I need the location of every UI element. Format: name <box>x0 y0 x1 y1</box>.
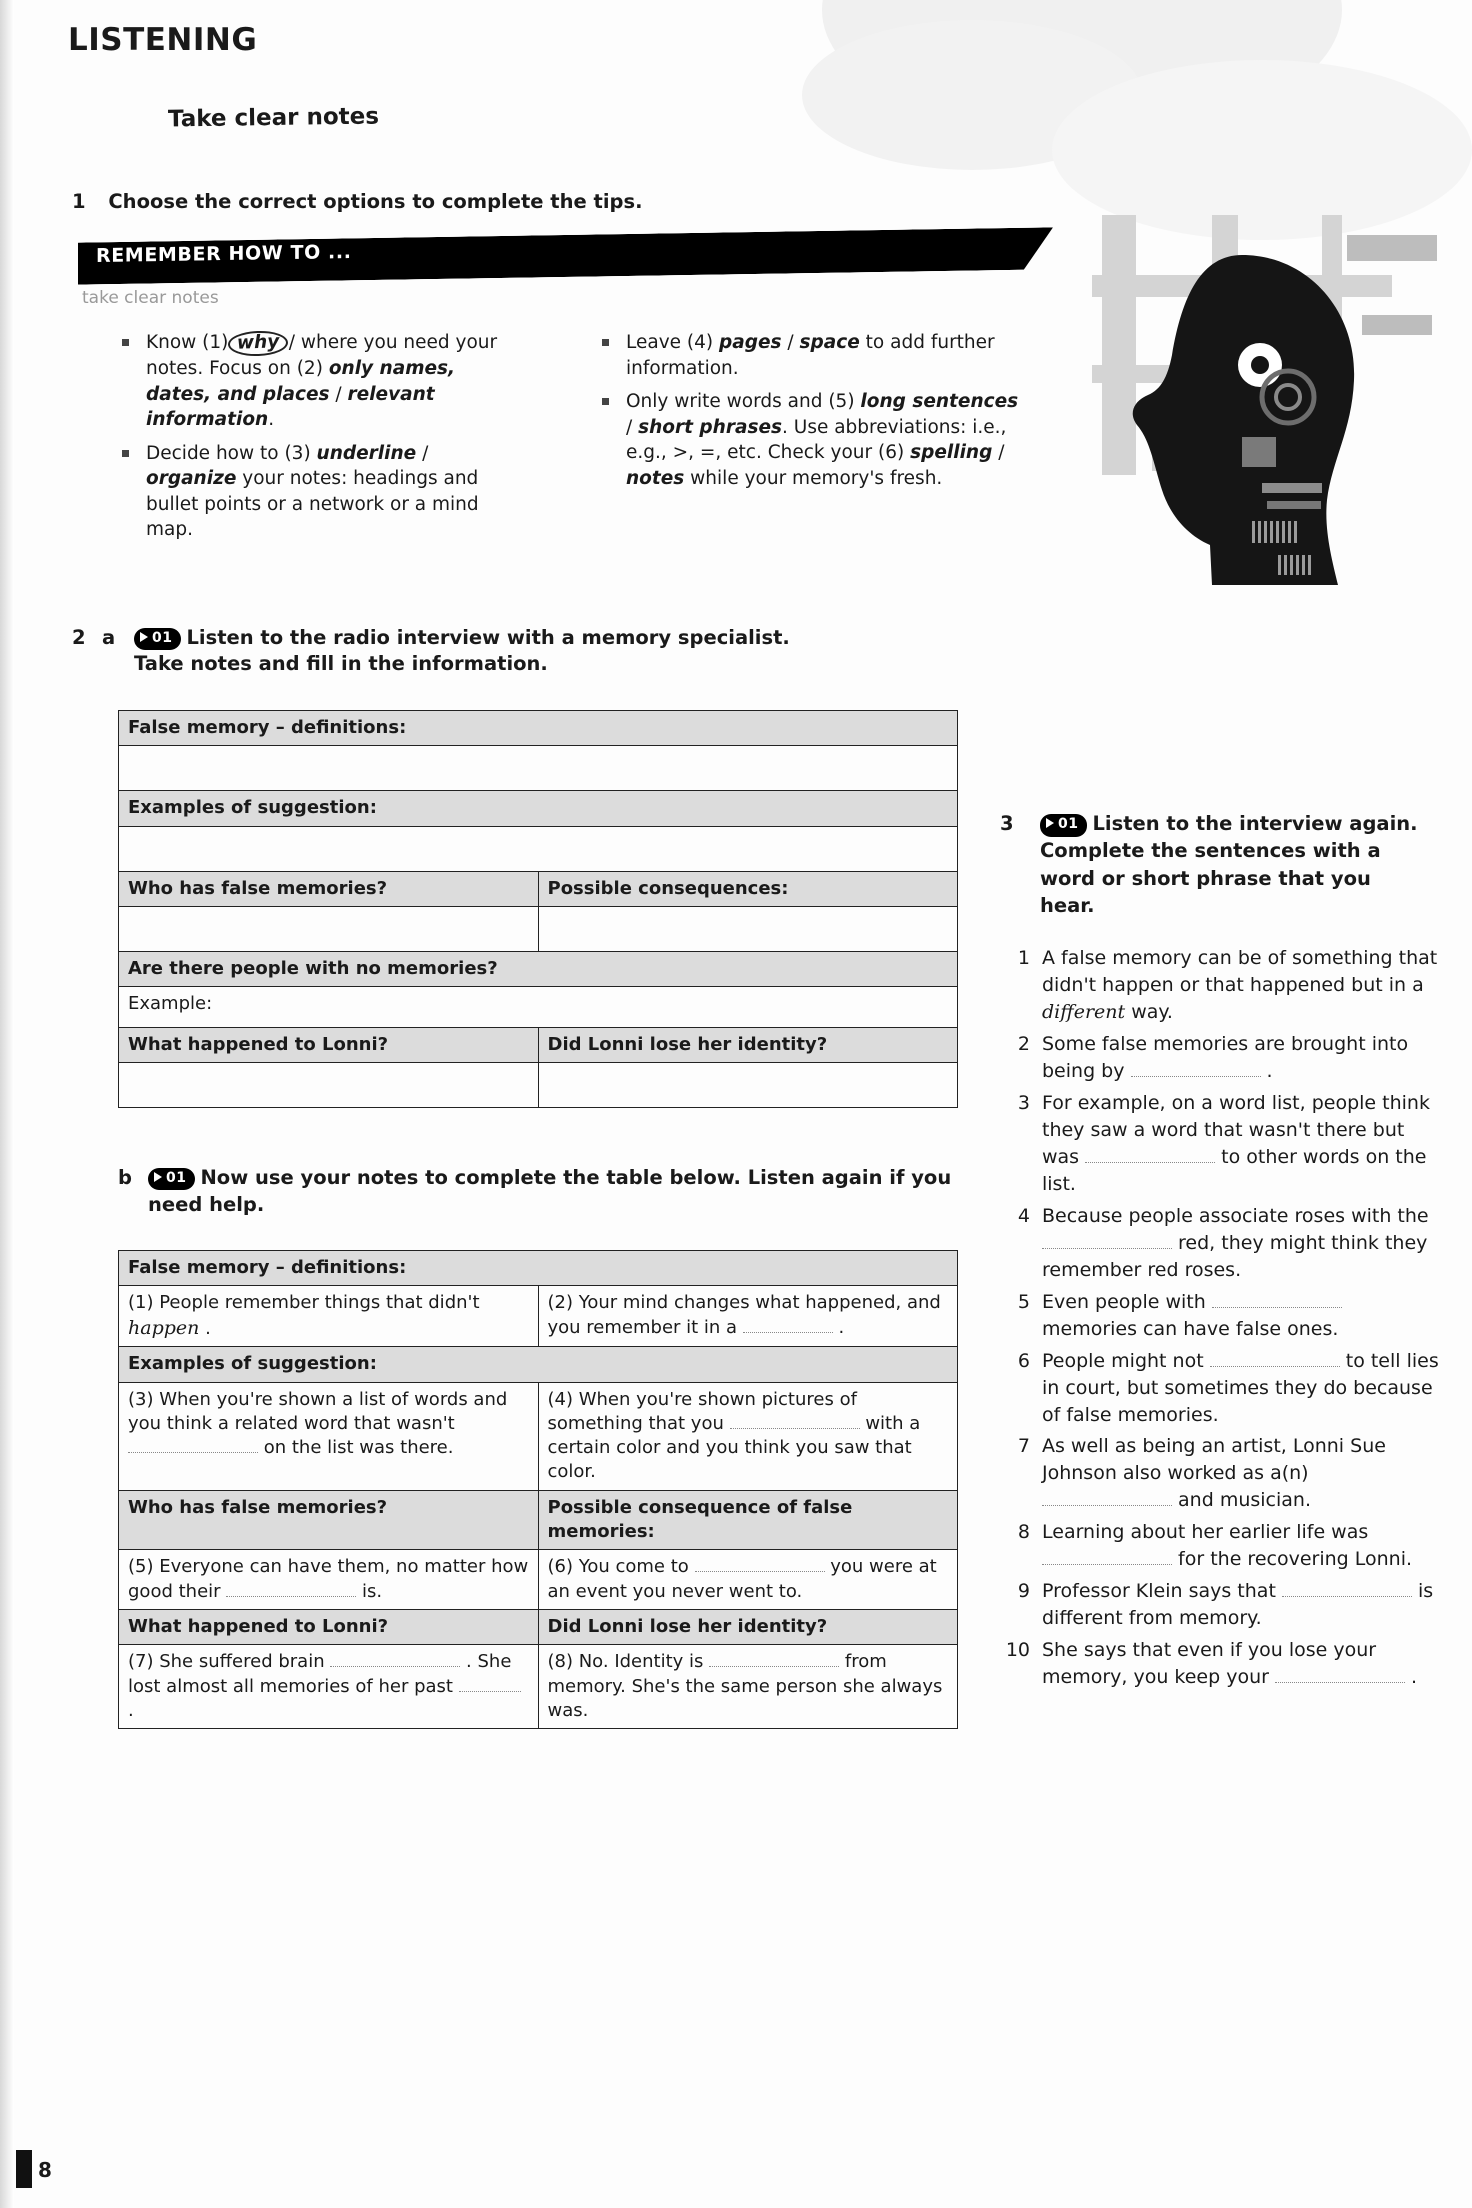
list-item[interactable]: 8 Learning about her earlier life was for the recovering Lonni. <box>1000 1519 1440 1573</box>
list-item[interactable]: 3 For example, on a word list, people think they saw a word that wasn't there but was to other words on the list. <box>1000 1090 1440 1198</box>
tip-text: Leave (4) <box>626 332 719 353</box>
tips-column-right <box>600 330 1020 499</box>
question-number: 8 <box>1017 1521 1030 1544</box>
notes-table-b[interactable] <box>118 1250 958 1729</box>
table-row <box>119 951 958 986</box>
tip-option-d: notes <box>626 467 685 489</box>
answer-blank[interactable] <box>695 1556 825 1572</box>
answer-blank[interactable] <box>330 1651 460 1667</box>
circled-answer-why: why <box>228 330 289 357</box>
decorative-blob <box>1052 60 1472 240</box>
tip-option-b: space <box>799 332 860 353</box>
table-answer-cell[interactable]: (6) You come to you were at an event you never went to. <box>538 1550 958 1610</box>
table-header-cell: Are there people with no memories? <box>119 951 958 986</box>
answer-blank[interactable] <box>1210 1351 1340 1367</box>
answer-blank[interactable] <box>709 1651 839 1667</box>
table-answer-cell[interactable]: (1) People remember things that didn't happen . <box>119 1286 539 1347</box>
play-icon <box>140 632 148 642</box>
tip-text: Only write words and (5) <box>626 391 861 413</box>
remember-banner-title: REMEMBER HOW TO ... <box>96 240 352 268</box>
audio-track-number: 01 <box>166 1170 187 1186</box>
exercise-1-instruction: Choose the correct options to complete the tips. <box>108 190 643 213</box>
table-header-cell: Examples of suggestion: <box>119 1347 958 1382</box>
page-number-marker <box>16 2150 32 2188</box>
exercise-2a-letter: a <box>102 626 116 649</box>
list-item[interactable]: 5 Even people with memories can have false ones. <box>1000 1289 1440 1343</box>
answer-blank[interactable] <box>226 1581 356 1597</box>
answer-blank[interactable] <box>1042 1233 1172 1249</box>
table-answer-cell[interactable] <box>538 906 958 951</box>
question-number: 9 <box>1017 1580 1030 1603</box>
page-subtitle: Take clear notes <box>167 103 380 133</box>
tip-text: . <box>268 409 275 431</box>
question-number: 3 <box>1017 1091 1030 1114</box>
head-silhouette-illustration <box>1092 215 1442 665</box>
audio-track-button[interactable] <box>1040 814 1087 837</box>
question-number: 2 <box>1017 1032 1030 1055</box>
exercise-1-number: 1 <box>72 190 86 213</box>
list-item[interactable]: 4 Because people associate roses with the red, they might think they remember red roses. <box>1000 1203 1440 1284</box>
table-row[interactable] <box>119 906 958 951</box>
table-header-cell: What happened to Lonni? <box>119 1609 539 1644</box>
exercise-2a-heading <box>72 625 812 678</box>
tip-option-a: long sentences <box>860 391 1019 413</box>
table-row <box>119 1028 958 1063</box>
table-answer-cell[interactable]: (5) Everyone can have them, no matter how good their is. <box>119 1550 539 1610</box>
tip-option-c: spelling <box>910 442 993 464</box>
question-number: 1 <box>1017 947 1030 969</box>
list-item[interactable]: 6 People might not to tell lies in court, but sometimes they do because of false memories. <box>1000 1348 1440 1429</box>
tip-separator: / <box>416 442 429 464</box>
tip-text: to add further information. <box>626 332 995 379</box>
table-header-cell: Possible consequences: <box>538 871 958 906</box>
table-row <box>119 1251 958 1286</box>
exercise-3-instruction: Listen to the interview again. Complete the sentences with a word or short phrase that you hear. <box>1040 812 1418 917</box>
table-row <box>119 711 958 746</box>
answer-blank[interactable] <box>1042 1490 1172 1506</box>
table-row[interactable] <box>119 1382 958 1490</box>
notes-table-a[interactable] <box>118 710 958 1108</box>
table-header-cell: False memory – definitions: <box>119 1251 958 1286</box>
exercise-3-heading <box>1000 810 1420 919</box>
page-title: LISTENING <box>68 22 258 58</box>
exercise-2b-instruction: Now use your notes to complete the table below. Listen again if you need help. <box>148 1166 952 1216</box>
play-icon <box>154 1172 162 1182</box>
tip-option-b: short phrases <box>638 416 783 438</box>
answer-blank[interactable] <box>743 1317 833 1333</box>
exercise-2-number: 2 <box>72 626 86 649</box>
audio-track-number: 01 <box>152 630 173 646</box>
table-header-cell: Did Lonni lose her identity? <box>538 1609 958 1644</box>
exercise-3-question-list <box>1000 945 1440 1696</box>
table-header-cell: Did Lonni lose her identity? <box>538 1028 958 1063</box>
question-number: 5 <box>1017 1290 1030 1313</box>
tip-separator: / <box>329 383 348 405</box>
table-row <box>119 1347 958 1382</box>
table-row <box>119 791 958 826</box>
table-answer-cell[interactable]: (7) She suffered brain . She lost almost all memories of her past . <box>119 1645 539 1729</box>
tip-option-a: pages <box>719 332 782 353</box>
tip-option-b: relevant information <box>146 383 435 431</box>
table-header-cell: Who has false memories? <box>119 1490 539 1550</box>
table-row[interactable] <box>119 987 958 1028</box>
tip-text: your notes: headings and bullet points or a network or a mind map. <box>146 468 479 541</box>
answer-blank[interactable] <box>1275 1667 1405 1683</box>
exercise-3-number: 3 <box>1000 812 1014 835</box>
answer-blank[interactable] <box>1042 1549 1172 1565</box>
tip-text: Know (1) <box>146 332 229 353</box>
table-header-cell: False memory – definitions: <box>119 711 958 746</box>
question-number: 4 <box>1017 1204 1030 1227</box>
tip-item <box>120 441 520 543</box>
audio-track-button[interactable] <box>134 628 181 650</box>
tip-item <box>600 330 1020 381</box>
table-row[interactable] <box>119 1063 958 1108</box>
list-item[interactable]: 1 A false memory can be of something that didn't happen or that happened but in a different way. <box>1000 945 1440 1026</box>
table-answer-cell[interactable] <box>119 1063 539 1108</box>
tip-option-a: underline <box>316 442 417 464</box>
table-header-cell: What happened to Lonni? <box>119 1028 539 1063</box>
table-answer-cell[interactable] <box>119 826 958 871</box>
table-row[interactable] <box>119 1550 958 1610</box>
question-number: 6 <box>1017 1349 1030 1372</box>
page-edge-shadow <box>0 0 14 2208</box>
table-header-cell: Examples of suggestion: <box>119 791 958 826</box>
tip-text: Decide how to (3) <box>146 442 317 464</box>
tip-text: . Use abbreviations: i.e., e.g., >, =, etc. Check your (6) <box>626 416 1007 464</box>
table-answer-cell[interactable]: (4) When you're shown pictures of something that you with a certain color and you think you saw that color. <box>538 1382 958 1490</box>
tip-separator: / <box>992 442 1005 464</box>
table-row <box>119 871 958 906</box>
table-row <box>119 1490 958 1550</box>
tip-item <box>120 330 520 433</box>
list-item[interactable]: 10 She says that even if you lose your memory, you keep your . <box>1000 1637 1440 1691</box>
table-row[interactable] <box>119 746 958 791</box>
question-number: 10 <box>1005 1639 1030 1662</box>
answer-blank[interactable] <box>459 1676 521 1692</box>
remember-banner-subtitle: take clear notes <box>82 288 219 308</box>
answer-blank[interactable] <box>1131 1061 1261 1077</box>
tip-item <box>600 389 1020 491</box>
table-answer-cell[interactable] <box>538 1063 958 1108</box>
audio-track-number: 01 <box>1058 816 1079 832</box>
table-row <box>119 1609 958 1644</box>
exercise-2a-instruction: Listen to the radio interview with a memory specialist. Take notes and fill in the information. <box>134 626 790 676</box>
tip-text: / where you need your notes. Focus on (2) <box>146 332 498 380</box>
table-answer-cell[interactable]: (2) Your mind changes what happened, and you remember it in a . <box>538 1286 958 1347</box>
tip-option-b: organize <box>146 468 237 490</box>
answer-blank[interactable] <box>1212 1292 1342 1308</box>
list-item[interactable]: 7 As well as being an artist, Lonni Sue Johnson also worked as a(n) and musician. <box>1000 1433 1440 1514</box>
question-number: 7 <box>1017 1435 1030 1458</box>
table-answer-cell[interactable] <box>119 906 539 951</box>
table-row[interactable] <box>119 826 958 871</box>
exercise-2b-letter: b <box>118 1166 132 1189</box>
list-item[interactable]: 2 Some false memories are brought into being by . <box>1000 1031 1440 1085</box>
answer-blank[interactable] <box>1085 1147 1215 1163</box>
handwritten-answer: happen <box>128 1316 200 1339</box>
exercise-2b-heading <box>118 1165 958 1219</box>
table-answer-cell[interactable] <box>119 746 958 791</box>
tips-column-left <box>120 330 520 551</box>
tip-text: while your memory's fresh. <box>684 467 943 489</box>
table-answer-cell[interactable]: (8) No. Identity is from memory. She's the same person she always was. <box>538 1645 958 1729</box>
answer-blank[interactable] <box>1282 1581 1412 1597</box>
list-item[interactable]: 9 Professor Klein says that is different from memory. <box>1000 1578 1440 1632</box>
tip-option-a: only names, dates, and places <box>146 358 456 405</box>
play-icon <box>1046 818 1054 828</box>
answer-blank[interactable] <box>128 1437 258 1453</box>
table-answer-cell[interactable]: (3) When you're shown a list of words and you think a related word that wasn't on the list was there. <box>119 1382 539 1490</box>
tip-separator: / <box>626 416 639 438</box>
page-number: 8 <box>38 2158 52 2182</box>
table-header-cell: Who has false memories? <box>119 871 539 906</box>
table-answer-cell[interactable]: Example: <box>119 987 958 1028</box>
exercise-1-heading <box>72 190 643 213</box>
tip-separator: / <box>781 332 800 353</box>
table-row[interactable] <box>119 1286 958 1347</box>
audio-track-button[interactable] <box>148 1168 195 1190</box>
handwritten-answer: different <box>1042 1000 1126 1023</box>
answer-blank[interactable] <box>730 1413 860 1429</box>
table-row[interactable] <box>119 1645 958 1729</box>
table-header-cell: Possible consequence of false memories: <box>538 1490 958 1550</box>
